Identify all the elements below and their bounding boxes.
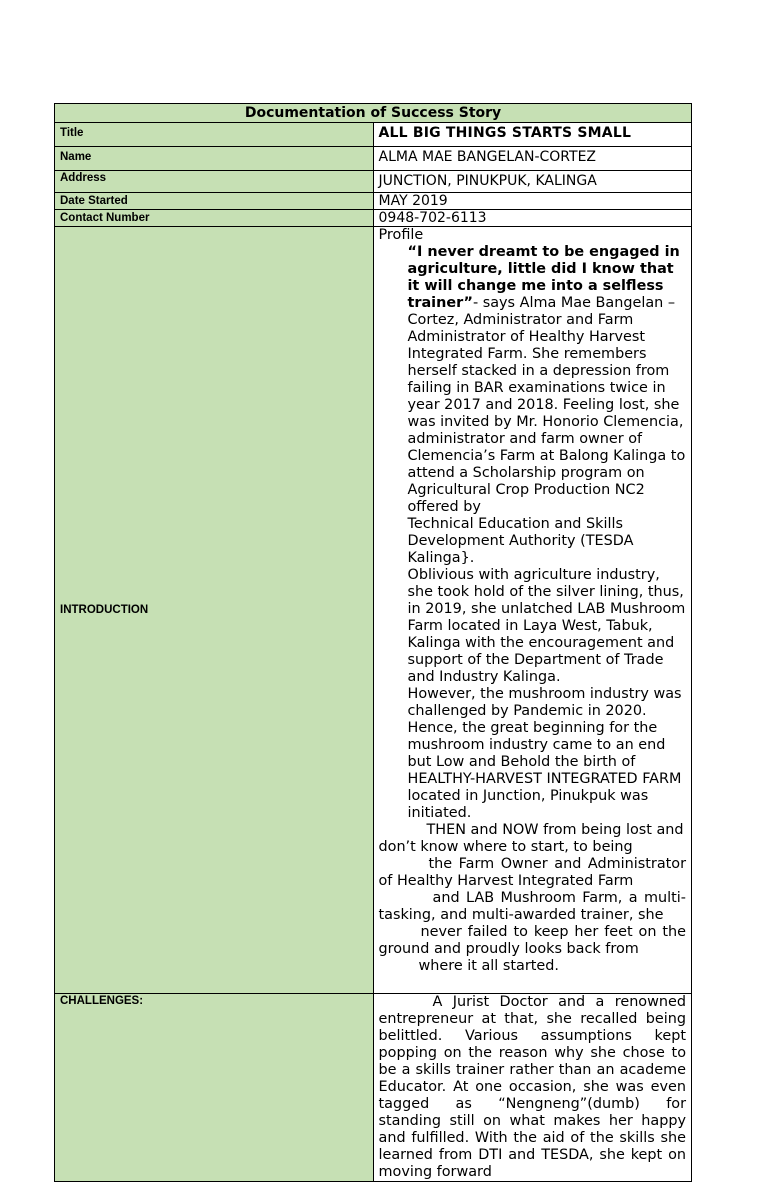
challenges-label: CHALLENGES: xyxy=(55,994,374,1182)
name-label: Name xyxy=(55,147,374,171)
profile-heading: Profile xyxy=(378,227,424,243)
intro-paragraph-3: However, the mushroom industry was challenged by Pandemic in 2020. Hence, the great beginning for the mushroom industry came to an end but Low and Behold the birth of HEALTHY-HARVEST INTEGRATED FARM located in Junction, Pinukpuk was initiated. xyxy=(407,686,682,821)
intro-paragraph-1-continued: Technical Education and Skills Development Authority (TESDA Kalinga}. xyxy=(407,516,634,566)
intro-paragraph-4e: where it all started. xyxy=(418,958,559,974)
contact-number-label: Contact Number xyxy=(55,210,374,227)
intro-paragraph-2: Oblivious with agriculture industry, she took hold of the silver lining, thus, in 2019, she unlatched LAB Mushroom Farm located in Laya West, Tabuk, Kalinga with the encouragement and support of the Department of Trade and Industry Kalinga. xyxy=(407,567,686,685)
challenges-body: A Jurist Doctor and a renowned entrepreneur at that, she recalled being belittled. Various assumptions kept popping on the reason why she chose to be a skills trainer rather than an academe Educator. At one occasion, she was even tagged as “Nengneng”(dumb) for standing still on what makes her happy and fulfilled. With the aid of the skills she learned from DTI and TESDA, she kept on moving forward xyxy=(373,994,692,1182)
address-value: JUNCTION, PINUKPUK, KALINGA xyxy=(373,171,692,193)
date-started-label: Date Started xyxy=(55,193,374,210)
document-heading: Documentation of Success Story xyxy=(55,104,692,123)
introduction-body xyxy=(373,227,692,994)
intro-paragraph-1 xyxy=(379,244,687,516)
address-label: Address xyxy=(55,171,374,193)
title-value: ALL BIG THINGS STARTS SMALL xyxy=(373,123,692,147)
intro-paragraph-1-text: - says Alma Mae Bangelan – Cortez, Administrator and Farm Administrator of Healthy Harvest Integrated Farm. She remembers herself stacked in a depression from failing in BAR examinations twice in year 2017 and 2018. Feeling lost, she was invited by Mr. Honorio Clemencia, administrator and farm owner of Clemencia’s Farm at Balong Kalinga to attend a Scholarship program on Agricultural Crop Production NC2 offered by xyxy=(407,295,686,515)
introduction-label: INTRODUCTION xyxy=(55,227,374,994)
name-value: ALMA MAE BANGELAN-CORTEZ xyxy=(373,147,692,171)
intro-paragraph-4a: THEN and NOW from being lost and don’t know where to start, to being xyxy=(378,822,684,855)
title-label: Title xyxy=(55,123,374,147)
intro-paragraph-4d: never failed to keep her feet on the ground and proudly looks back from xyxy=(378,924,686,957)
contact-number-value: 0948-702-6113 xyxy=(373,210,692,227)
intro-quote: “I never dreamt to be engaged in agriculture, little did I know that it will change me into a selfless trainer” xyxy=(407,244,680,311)
intro-paragraph-4b: the Farm Owner and Administrator of Healthy Harvest Integrated Farm xyxy=(378,856,686,889)
intro-paragraph-4c: and LAB Mushroom Farm, a multi-tasking, and multi-awarded trainer, she xyxy=(378,890,686,923)
date-started-value: MAY 2019 xyxy=(373,193,692,210)
success-story-table xyxy=(54,103,692,1182)
